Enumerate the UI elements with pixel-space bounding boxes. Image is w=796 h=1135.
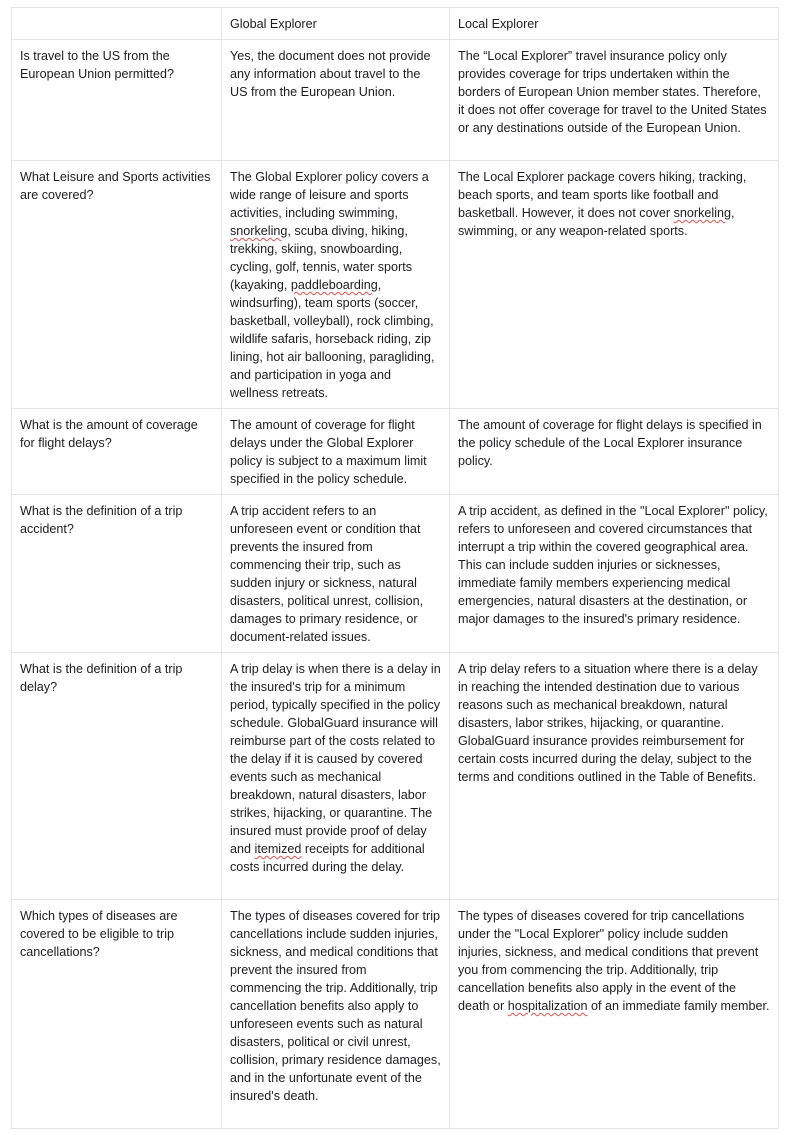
answer-text: The types of diseases covered for trip cancellations under the "Local Explorer" policy include sudden injuries, sickness, and medical conditions that prevent you from commencing the trip. Additionally, trip cancellation benefits also apply in the event of the death or: [458, 909, 759, 1013]
global-explorer-answer: A trip accident refers to an unforeseen event or condition that prevents the insured from commencing their trip, such as sudden injury or sickness, natural disasters, political unrest, collision, damages to primary residence, or document-related issues.: [222, 495, 450, 653]
answer-text: , swimming, or any weapon-related sports.: [458, 206, 735, 238]
question-cell: Is travel to the US from the European Union permitted?: [12, 40, 222, 161]
table-row: [12, 653, 779, 900]
question-cell: What Leisure and Sports activities are covered?: [12, 161, 222, 409]
global-explorer-answer: Yes, the document does not provide any information about travel to the US from the European Union.: [222, 40, 450, 161]
local-explorer-answer: A trip delay refers to a situation where there is a delay in reaching the intended destination due to various reasons such as mechanical breakdown, natural disasters, labor strikes, hijacking, or quarantine. GlobalGuard insurance provides reimbursement for certain costs incurred during the delay, subject to the terms and conditions outlined in the Table of Benefits.: [450, 653, 779, 900]
table-row: [12, 409, 779, 495]
header-global-explorer: Global Explorer: [222, 8, 450, 40]
question-cell: What is the definition of a trip accident?: [12, 495, 222, 653]
answer-text: , windsurfing), team sports (soccer, basketball, volleyball), rock climbing, wildlife safaris, horseback riding, zip lining, hot air ballooning, paragliding, and participation in yoga and wellness retreats.: [230, 278, 435, 400]
local-explorer-answer: The “Local Explorer” travel insurance policy only provides coverage for trips undertaken within the borders of European Union member states. Therefore, it does not offer coverage for travel to the United States or any destinations outside of the European Union.: [450, 40, 779, 161]
global-explorer-answer: [222, 653, 450, 900]
table-row: [12, 40, 779, 161]
table-row: [12, 161, 779, 409]
global-explorer-answer: The amount of coverage for flight delays under the Global Explorer policy is subject to a maximum limit specified in the policy schedule.: [222, 409, 450, 495]
local-explorer-answer: The amount of coverage for flight delays is specified in the policy schedule of the Local Explorer insurance policy.: [450, 409, 779, 495]
spellcheck-word: snorkeling: [230, 224, 288, 238]
answer-text: The Local Explorer package covers hiking, tracking, beach sports, and team sports like football and basketball. However, it does not cover: [458, 170, 747, 220]
question-cell: Which types of diseases are covered to be eligible to trip cancellations?: [12, 900, 222, 1129]
answer-text: , scuba diving, hiking, trekking, skiing, snowboarding, cycling, golf, tennis, water sports (kayaking,: [230, 224, 412, 292]
local-explorer-answer: [450, 900, 779, 1129]
local-explorer-answer: [450, 161, 779, 409]
spellcheck-word: hospitalization: [507, 999, 588, 1013]
global-explorer-answer: [222, 161, 450, 409]
answer-text: A trip delay is when there is a delay in the insured's trip for a minimum period, typically specified in the policy schedule. GlobalGuard insurance will reimburse part of the costs related to the delay if it is caused by covered events such as mechanical breakdown, natural disasters, labor strikes, hijacking, or quarantine. The insured must provide proof of delay and: [230, 662, 441, 856]
spellcheck-word: paddleboarding: [290, 278, 378, 292]
answer-text: of an immediate family member.: [587, 999, 770, 1013]
header-empty-cell: [12, 8, 222, 40]
comparison-table: [11, 7, 779, 1129]
table-row: [12, 495, 779, 653]
global-explorer-answer: The types of diseases covered for trip cancellations include sudden injuries, sickness, and medical conditions that prevent the insured from commencing the trip. Additionally, trip cancellation benefits also apply to unforeseen events such as natural disasters, political or civil unrest, collision, primary residence damages, and in the unfortunate event of the insured's death.: [222, 900, 450, 1129]
question-cell: What is the amount of coverage for flight delays?: [12, 409, 222, 495]
spellcheck-word: itemized: [254, 842, 302, 856]
local-explorer-answer: A trip accident, as defined in the "Local Explorer" policy, refers to unforeseen and covered circumstances that interrupt a trip within the covered geographical area. This can include sudden injuries or sicknesses, immediate family members experiencing medical emergencies, natural disasters at the destination, or major damages to the insured's primary residence.: [450, 495, 779, 653]
answer-text: The Global Explorer policy covers a wide range of leisure and sports activities, including swimming,: [230, 170, 429, 220]
comparison-table-container: [11, 7, 779, 1129]
header-row: [12, 8, 779, 40]
answer-text: receipts for additional costs incurred during the delay.: [230, 842, 425, 874]
question-cell: What is the definition of a trip delay?: [12, 653, 222, 900]
table-row: [12, 900, 779, 1129]
header-local-explorer: Local Explorer: [450, 8, 779, 40]
spellcheck-word: snorkeling: [673, 206, 732, 220]
